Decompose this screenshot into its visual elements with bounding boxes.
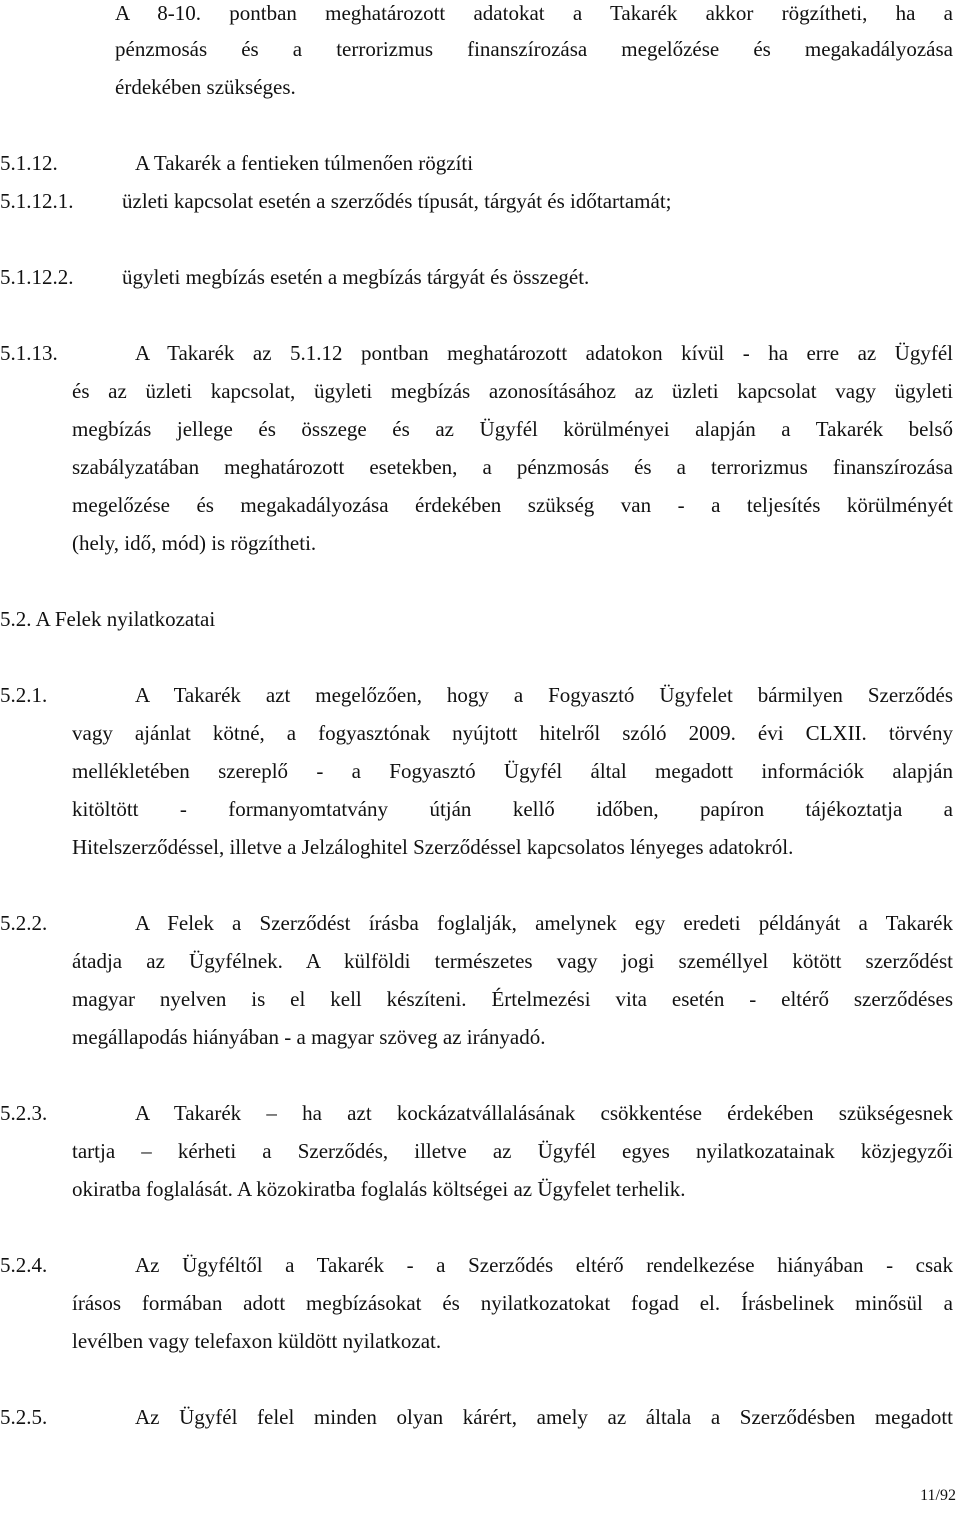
paragraph-line: A Takarék az 5.1.12 pontban meghatározott adatokon kívül - ha erre az Ügyfél: [135, 341, 953, 365]
section-number: 5.1.12.: [0, 151, 58, 175]
paragraph-line: A Felek a Szerződést írásba foglalják, amelynek egy eredeti példányát a Takarék: [135, 911, 953, 935]
paragraph-line: kitöltött - formanyomtatvány útján kellő időben, papíron tájékoztatja a: [72, 797, 953, 821]
item-text: ügyleti megbízás esetén a megbízás tárgyát és összegét.: [122, 265, 590, 289]
paragraph-line: levélben vagy telefaxon küldött nyilatkozat.: [72, 1329, 442, 1353]
paragraph-line: átadja az Ügyfélnek. A külföldi természetes vagy jogi személlyel kötött szerződést: [72, 949, 953, 973]
section-heading: 5.2. A Felek nyilatkozatai: [0, 607, 216, 631]
paragraph-line: megállapodás hiányában - a magyar szöveg az irányadó.: [72, 1025, 546, 1049]
item-text: üzleti kapcsolat esetén a szerződés típusát, tárgyát és időtartamát;: [122, 189, 672, 213]
paragraph-line: mellékletében szereplő - a Fogyasztó Ügyfél által megadott információk alapján: [72, 759, 953, 783]
paragraph-line: (hely, idő, mód) is rögzítheti.: [72, 531, 317, 555]
section-title: A Takarék a fentieken túlmenően rögzíti: [135, 151, 474, 175]
page-number: 11/92: [920, 1487, 956, 1504]
paragraph-line: A Takarék – ha azt kockázatvállalásának csökkentése érdekében szükségesnek: [135, 1101, 953, 1125]
paragraph-line: Hitelszerződéssel, illetve a Jelzáloghitel Szerződéssel kapcsolatos lényeges adatokról.: [72, 835, 794, 859]
paragraph-line: megbízás jellege és összege és az Ügyfél körülményei alapján a Takarék belső: [72, 417, 953, 441]
item-number: 5.1.12.2.: [0, 265, 74, 289]
paragraph-line: Az Ügyfél felel minden olyan kárért, amely az általa a Szerződésben megadott: [135, 1405, 953, 1429]
intro-line-3: érdekében szükséges.: [115, 75, 296, 99]
paragraph-line: tartja – kérheti a Szerződés, illetve az Ügyfél egyes nyilatkozatainak közjegyzői: [72, 1139, 953, 1163]
paragraph-line: A Takarék azt megelőzően, hogy a Fogyasztó Ügyfelet bármilyen Szerződés: [135, 683, 953, 707]
intro-line-1: A 8-10. pontban meghatározott adatokat a Takarék akkor rögzítheti, ha a: [115, 1, 953, 25]
paragraph-line: magyar nyelven is el kell készíteni. Értelmezési vita esetén - eltérő szerződéses: [72, 987, 953, 1011]
section-number: 5.1.13.: [0, 341, 58, 365]
paragraph-line: írásos formában adott megbízásokat és nyilatkozatokat fogad el. Írásbelinek minősül a: [72, 1291, 953, 1315]
paragraph-line: megelőzése és megakadályozása érdekében szükség van - a teljesítés körülményét: [72, 493, 953, 517]
paragraph-line: Az Ügyféltől a Takarék - a Szerződés eltérő rendelkezése hiányában - csak: [135, 1253, 953, 1277]
paragraph-number: 5.2.5.: [0, 1405, 48, 1429]
paragraph-number: 5.2.2.: [0, 911, 48, 935]
paragraph-number: 5.2.4.: [0, 1253, 48, 1277]
paragraph-line: szabályzatában meghatározott esetekben, a pénzmosás és a terrorizmus finanszírozása: [72, 455, 953, 479]
paragraph-line: vagy ajánlat kötné, a fogyasztónak nyújtott hitelről szóló 2009. évi CLXII. törvény: [72, 721, 953, 745]
paragraph-line: okiratba foglalását. A közokiratba foglalás költségei az Ügyfelet terhelik.: [72, 1177, 686, 1201]
intro-line-2: pénzmosás és a terrorizmus finanszírozása megelőzése és megakadályozása: [115, 37, 953, 61]
paragraph-line: és az üzleti kapcsolat, ügyleti megbízás azonosításához az üzleti kapcsolat vagy ügyleti: [72, 379, 953, 403]
paragraph-number: 5.2.3.: [0, 1101, 48, 1125]
paragraph-number: 5.2.1.: [0, 683, 48, 707]
item-number: 5.1.12.1.: [0, 189, 74, 213]
